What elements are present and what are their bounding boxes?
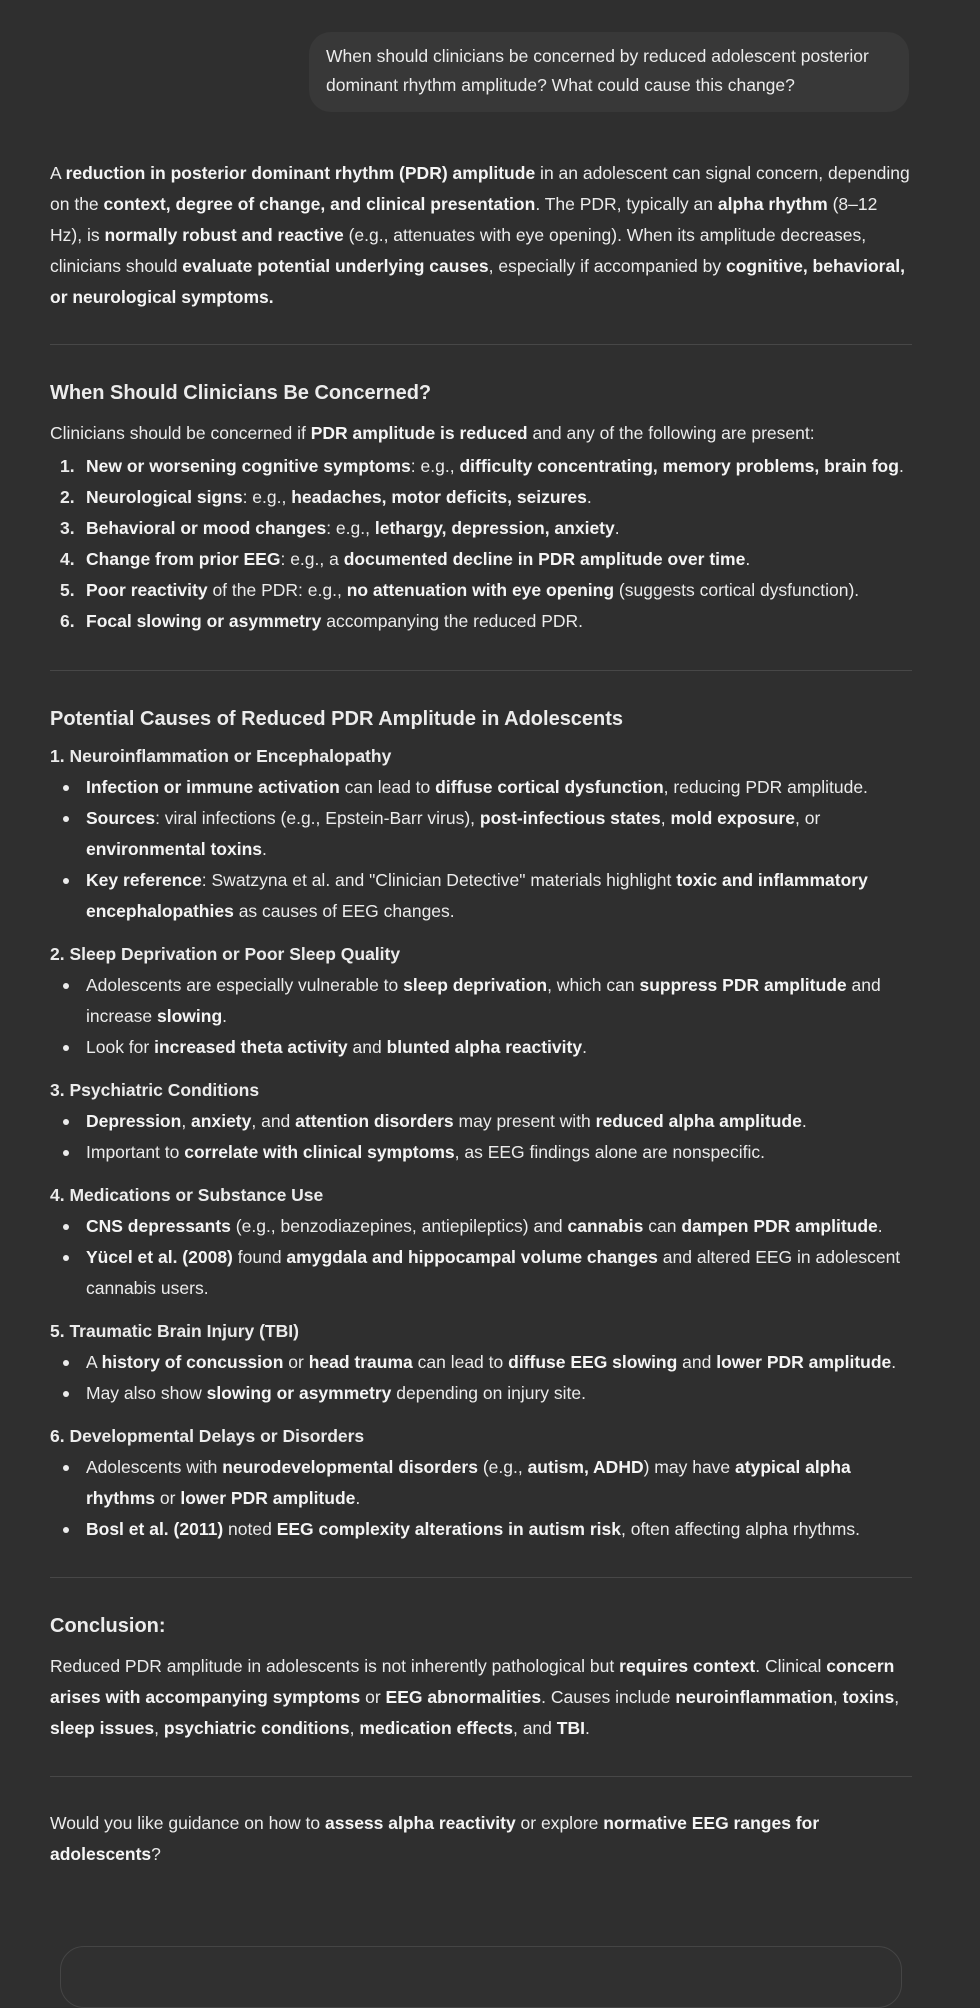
list-item [50,1347,912,1378]
bold-text: reduction in posterior dominant rhythm (PDR) amplitude [65,163,536,183]
user-message-bubble [309,32,909,112]
causes-heading: Potential Causes of Reduced PDR Amplitude in Adolescents [50,708,624,730]
text-run: and [677,1352,717,1372]
text-run: . [262,839,267,859]
bold-text: toxins [842,1687,895,1707]
bold-text: Behavioral or mood changes [86,518,327,538]
text-run: . Clinical [755,1656,827,1676]
text-run: : e.g., [410,456,460,476]
text-run: : Swatzyna et al. and "Clinician Detective" materials highlight [201,870,677,890]
concern-lead [50,418,912,449]
bold-text: no attenuation with eye opening [346,580,615,600]
bold-text: medication effects [359,1718,513,1738]
bold-text: alpha rhythm [717,194,828,214]
concern-list-item [50,575,912,606]
text-run: Clinicians should be concerned if [50,423,311,443]
cause-bullets [50,970,912,1063]
bold-text: history of concussion [101,1352,284,1372]
list-item [50,1452,912,1514]
text-run: and altered EEG in adolescent cannabis users. [86,1247,901,1298]
text-run: can lead to [412,1352,509,1372]
bold-text: post-infectious states [479,808,661,828]
text-run: , and [512,1718,557,1738]
bold-text: Sources [86,808,156,828]
text-run: A [86,1352,102,1372]
bold-text: Neurological signs [86,487,243,507]
divider [50,1776,912,1777]
bold-text: reduced alpha amplitude [595,1111,802,1131]
text-run: . [891,1352,897,1372]
text-run: . The PDR, typically an [535,194,718,214]
text-run: Would you like guidance on how to [50,1813,325,1833]
bold-text: Change from prior EEG [86,549,281,569]
divider [50,1577,912,1578]
bold-text: Poor reactivity [86,580,208,600]
text-run: in an adolescent can signal concern, depending on the [50,163,910,214]
cause-heading: 1. Neuroinflammation or Encephalopathy [50,746,392,766]
text-run: ? [151,1844,161,1864]
bold-text: EEG complexity alterations in autism risk [276,1519,621,1539]
bold-text: head trauma [308,1352,413,1372]
cause-heading: 6. Developmental Delays or Disorders [50,1426,365,1446]
list-item [50,970,912,1032]
text-run: or [155,1488,181,1508]
bold-text: assess alpha reactivity [325,1813,516,1833]
followup-question [50,1808,912,1870]
cause-bullets [50,1347,912,1409]
text-run: . [877,1216,883,1236]
cause-heading: 2. Sleep Deprivation or Poor Sleep Quality [50,944,401,964]
bold-text: Key reference [86,870,202,890]
bold-text: sleep issues [50,1718,155,1738]
text-run: . [745,549,751,569]
list-number: 5. [60,580,75,600]
text-run: : e.g., a [280,549,344,569]
bold-text: Yücel et al. (2008) [86,1247,233,1267]
list-item [50,1211,912,1242]
text-run: as causes of EEG changes. [233,901,455,921]
bold-text: autism, ADHD [527,1457,644,1477]
bold-text: TBI [556,1718,585,1738]
text-run: may present with [453,1111,596,1131]
bold-text: correlate with clinical symptoms [184,1142,455,1162]
cause-bullets [50,1211,912,1304]
bold-text: amygdala and hippocampal volume changes [286,1247,658,1267]
concern-list-item [50,606,912,637]
text-run: accompanying the reduced PDR. [321,611,584,631]
text-run: or explore [515,1813,604,1833]
text-run: . [586,487,592,507]
text-run: A [50,163,66,183]
list-number: 3. [60,518,75,538]
text-run: Look for [86,1037,155,1057]
bold-text: increased theta activity [154,1037,348,1057]
text-run: , [894,1687,900,1707]
bold-text: diffuse EEG slowing [508,1352,678,1372]
text-run: . [355,1488,361,1508]
bold-text: normative EEG ranges for adolescents [50,1813,820,1864]
text-run: Important to [86,1142,185,1162]
list-item [50,803,912,865]
conclusion-heading: Conclusion: [50,1615,166,1637]
user-message-text: When should clinicians be concerned by reduced adolescent posterior dominant rhythm amplitude? What could cause this change? [326,46,869,95]
text-run: (8–12 Hz), is [50,194,878,245]
bold-text: EEG abnormalities [385,1687,542,1707]
bold-text: Bosl et al. (2011) [86,1519,224,1539]
list-item [50,1137,912,1168]
list-number: 4. [60,549,75,569]
assistant-answer [50,158,912,1870]
bold-text: atypical alpha rhythms [86,1457,851,1508]
text-run: . [801,1111,807,1131]
text-run: and increase [86,975,881,1026]
bold-text: neuroinflammation [675,1687,833,1707]
list-item [50,1378,912,1409]
text-run: . Causes include [541,1687,676,1707]
concern-list-item [50,513,912,544]
bold-text: headaches, motor deficits, seizures [291,487,587,507]
bold-text: neurodevelopmental disorders [222,1457,478,1477]
text-run: found [232,1247,287,1267]
text-run: , [832,1687,843,1707]
bold-text: normally robust and reactive [104,225,344,245]
bold-text: blunted alpha reactivity [386,1037,583,1057]
bold-text: slowing or asymmetry [206,1383,392,1403]
bold-text: anxiety [191,1111,252,1131]
bold-text: concern arises with accompanying symptoms [50,1656,895,1707]
text-run: (e.g., attenuates with eye opening). When its amplitude decreases, clinicians should [50,225,867,276]
bold-text: attention disorders [295,1111,454,1131]
concern-list-item [50,451,912,482]
text-run: May also show [86,1383,207,1403]
text-run: depending on injury site. [391,1383,586,1403]
bold-text: psychiatric conditions [163,1718,350,1738]
list-item [50,1242,912,1304]
list-item [50,1514,912,1545]
bold-text: lethargy, depression, anxiety [374,518,615,538]
text-run: , reducing PDR amplitude. [663,777,868,797]
conclusion-paragraph [50,1651,912,1744]
text-run: , [181,1111,192,1131]
divider [50,670,912,671]
divider [50,344,912,345]
text-run: (e.g., [477,1457,528,1477]
text-run: , or [794,808,821,828]
bold-text: lower PDR amplitude [180,1488,356,1508]
cause-heading: 4. Medications or Substance Use [50,1185,324,1205]
bold-text: lower PDR amplitude [716,1352,892,1372]
text-run: (suggests cortical dysfunction). [614,580,860,600]
text-run: . [582,1037,587,1057]
bold-text: sleep deprivation [403,975,548,995]
concern-heading: When Should Clinicians Be Concerned? [50,382,432,404]
message-composer[interactable] [60,1946,902,2008]
text-run: (e.g., benzodiazepines, antiepileptics) and [230,1216,568,1236]
bold-text: Depression [86,1111,182,1131]
text-run: , [660,808,671,828]
concern-list-item [50,544,912,575]
text-run: ) may have [643,1457,736,1477]
text-run: , as EEG findings alone are nonspecific. [454,1142,765,1162]
cause-bullets [50,1106,912,1168]
bold-text: New or worsening cognitive symptoms [86,456,411,476]
list-number: 6. [60,611,75,631]
list-number: 1. [60,456,75,476]
bold-text: slowing [157,1006,223,1026]
text-run: and any of the following are present: [527,423,815,443]
bold-text: cannabis [567,1216,644,1236]
text-run: , especially if accompanied by [488,256,726,276]
text-run: : e.g., [242,487,292,507]
text-run: or [283,1352,309,1372]
text-run: : viral infections (e.g., Epstein-Barr virus), [155,808,480,828]
text-run: of the PDR: e.g., [207,580,347,600]
list-item [50,1106,912,1137]
text-run: . [898,456,904,476]
text-run: , and [251,1111,296,1131]
concern-list-item [50,482,912,513]
text-run: , often affecting alpha rhythms. [620,1519,860,1539]
bold-text: suppress PDR amplitude [639,975,847,995]
text-run: and [347,1037,387,1057]
cause-bullets [50,772,912,927]
text-run: can lead to [339,777,436,797]
list-item [50,865,912,927]
bold-text: documented decline in PDR amplitude over time [343,549,746,569]
bold-text: diffuse cortical dysfunction [435,777,664,797]
text-run: noted [223,1519,277,1539]
text-run: or [360,1687,386,1707]
list-item [50,772,912,803]
text-run: can [643,1216,682,1236]
cause-heading: 3. Psychiatric Conditions [50,1080,260,1100]
bold-text: difficulty concentrating, memory problems, brain fog [459,456,899,476]
bold-text: evaluate potential underlying causes [182,256,489,276]
bold-text: dampen PDR amplitude [681,1216,878,1236]
bold-text: CNS depressants [86,1216,231,1236]
bold-text: PDR amplitude is reduced [310,423,528,443]
bold-text: Focal slowing or asymmetry [86,611,322,631]
bold-text: toxic and inflammatory encephalopathies [86,870,868,921]
text-run: Reduced PDR amplitude in adolescents is not inherently pathological but [50,1656,620,1676]
text-run: Adolescents with [86,1457,223,1477]
bold-text: requires context [619,1656,756,1676]
bold-text: environmental toxins [86,839,263,859]
text-run: : e.g., [326,518,375,538]
text-run: , [154,1718,164,1738]
list-item [50,1032,912,1063]
bold-text: Infection or immune activation [86,777,340,797]
text-run: . [614,518,620,538]
text-run: . [584,1718,590,1738]
concern-list [50,451,912,637]
cause-bullets [50,1452,912,1545]
text-run: Adolescents are especially vulnerable to [86,975,404,995]
text-run: , [349,1718,360,1738]
bold-text: cognitive, behavioral, or neurological symptoms. [50,256,905,307]
causes-list [50,741,912,1545]
text-run: . [222,1006,228,1026]
intro-paragraph [50,158,912,313]
bold-text: context, degree of change, and clinical presentation [103,194,536,214]
text-run: , which can [547,975,640,995]
cause-heading: 5. Traumatic Brain Injury (TBI) [50,1321,299,1341]
list-number: 2. [60,487,75,507]
bold-text: mold exposure [670,808,795,828]
